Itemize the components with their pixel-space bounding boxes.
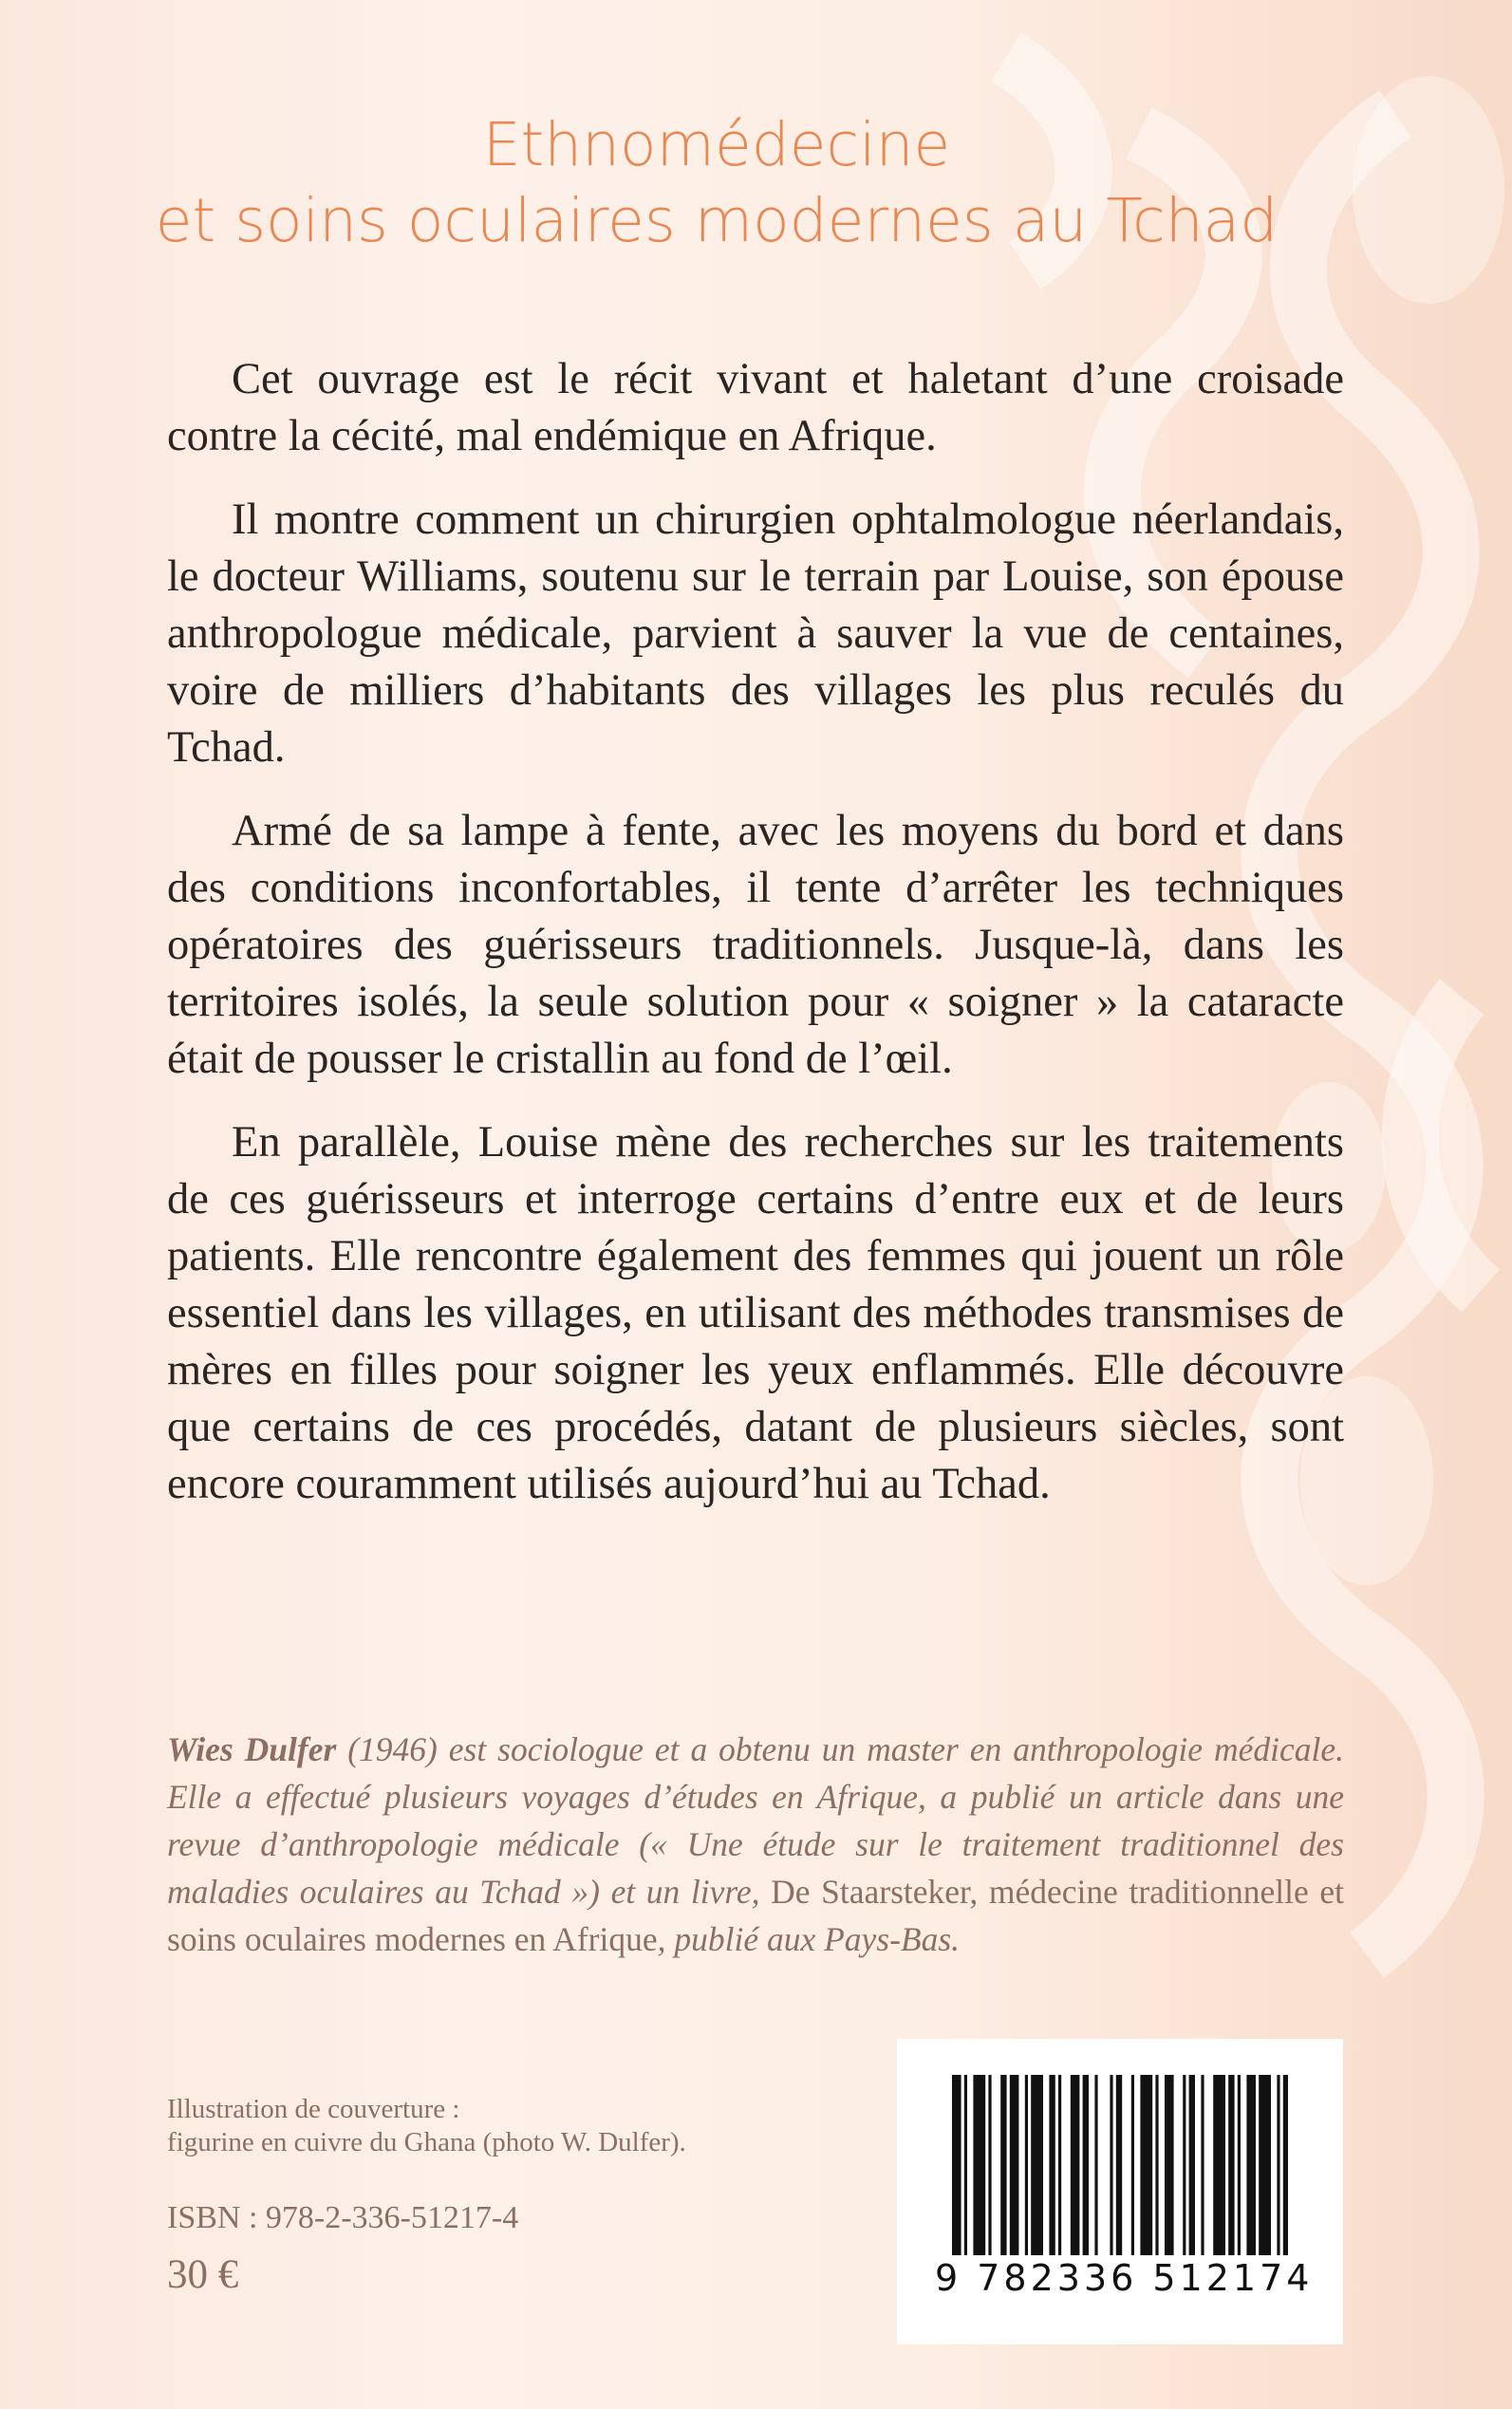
cover-credit-line-1: Illustration de couverture : bbox=[167, 2094, 460, 2124]
cover-credit-line-2: figurine en cuivre du Ghana (photo W. Dulfer). bbox=[167, 2127, 686, 2157]
barcode-bars-icon bbox=[952, 2075, 1288, 2255]
isbn: ISBN : 978-2-336-51217-4 bbox=[167, 2200, 519, 2235]
barcode bbox=[897, 2039, 1343, 2344]
blurb-paragraph-3: Armé de sa lampe à fente, avec les moyens du bord et dans des conditions inconfortables, il tente d’arrêter les techniques opératoires des guérisseurs traditionnels. Jusque-là, dans les territoires isolés, la seule solution pour « soigner » la cataracte était de pousser le cristallin au fond de l’œil. bbox=[167, 807, 1344, 1083]
book-title-line-2: et soins oculaires modernes au Tchad bbox=[155, 186, 1279, 255]
author-bio bbox=[167, 1726, 1344, 1963]
blurb-paragraph-2: Il montre comment un chirurgien ophtalmologue néerlandais, le docteur Williams, soutenu sur le terrain par Louise, son épouse anthropologue médicale, parvient à sauver la vue de centaines, voire de milliers d’habitants des villages les plus reculés du Tchad. bbox=[167, 495, 1344, 772]
cover-credit bbox=[167, 2093, 686, 2159]
book-title-line-1: Ethnomédecine bbox=[482, 110, 951, 179]
barcode-digits: 9 782336 512174 bbox=[935, 2257, 1314, 2299]
blurb-paragraph-1: Cet ouvrage est le récit vivant et haletant d’une croisade contre la cécité, mal endémique en Afrique. bbox=[167, 355, 1344, 460]
author-book-title: De Staarsteker, médecine traditionnelle et soins oculaires modernes en Afrique bbox=[167, 1873, 1344, 1958]
author-name: Wies Dulfer bbox=[167, 1730, 337, 1768]
price: 30 € bbox=[167, 2252, 239, 2297]
blurb-paragraph-4: En parallèle, Louise mène des recherches sur les traitements de ces guérisseurs et interroge certains d’entre eux et de leurs patients. Elle rencontre également des femmes qui jouent un rôle essentiel dans les villages, en utilisant des méthodes transmises de mères en filles pour soigner les yeux enflammés. Elle découvre que certains de ces procédés, datant de plusieurs siècles, sont encore couramment utilisés aujourd’hui au Tchad. bbox=[167, 1118, 1344, 1508]
author-bio-text-2: , publié aux Pays-Bas. bbox=[657, 1920, 961, 1958]
author-bio-text-1: (1946) est sociologue et a obtenu un master en anthropologie médicale. Elle a effectué plusieurs voyages d’études en Afrique, a publié un article dans une revue d’anthropologie médicale (« Une étude sur le traitement traditionnel des maladies oculaires au Tchad ») et un livre, bbox=[167, 1730, 1344, 1911]
blurb bbox=[167, 351, 1344, 1540]
